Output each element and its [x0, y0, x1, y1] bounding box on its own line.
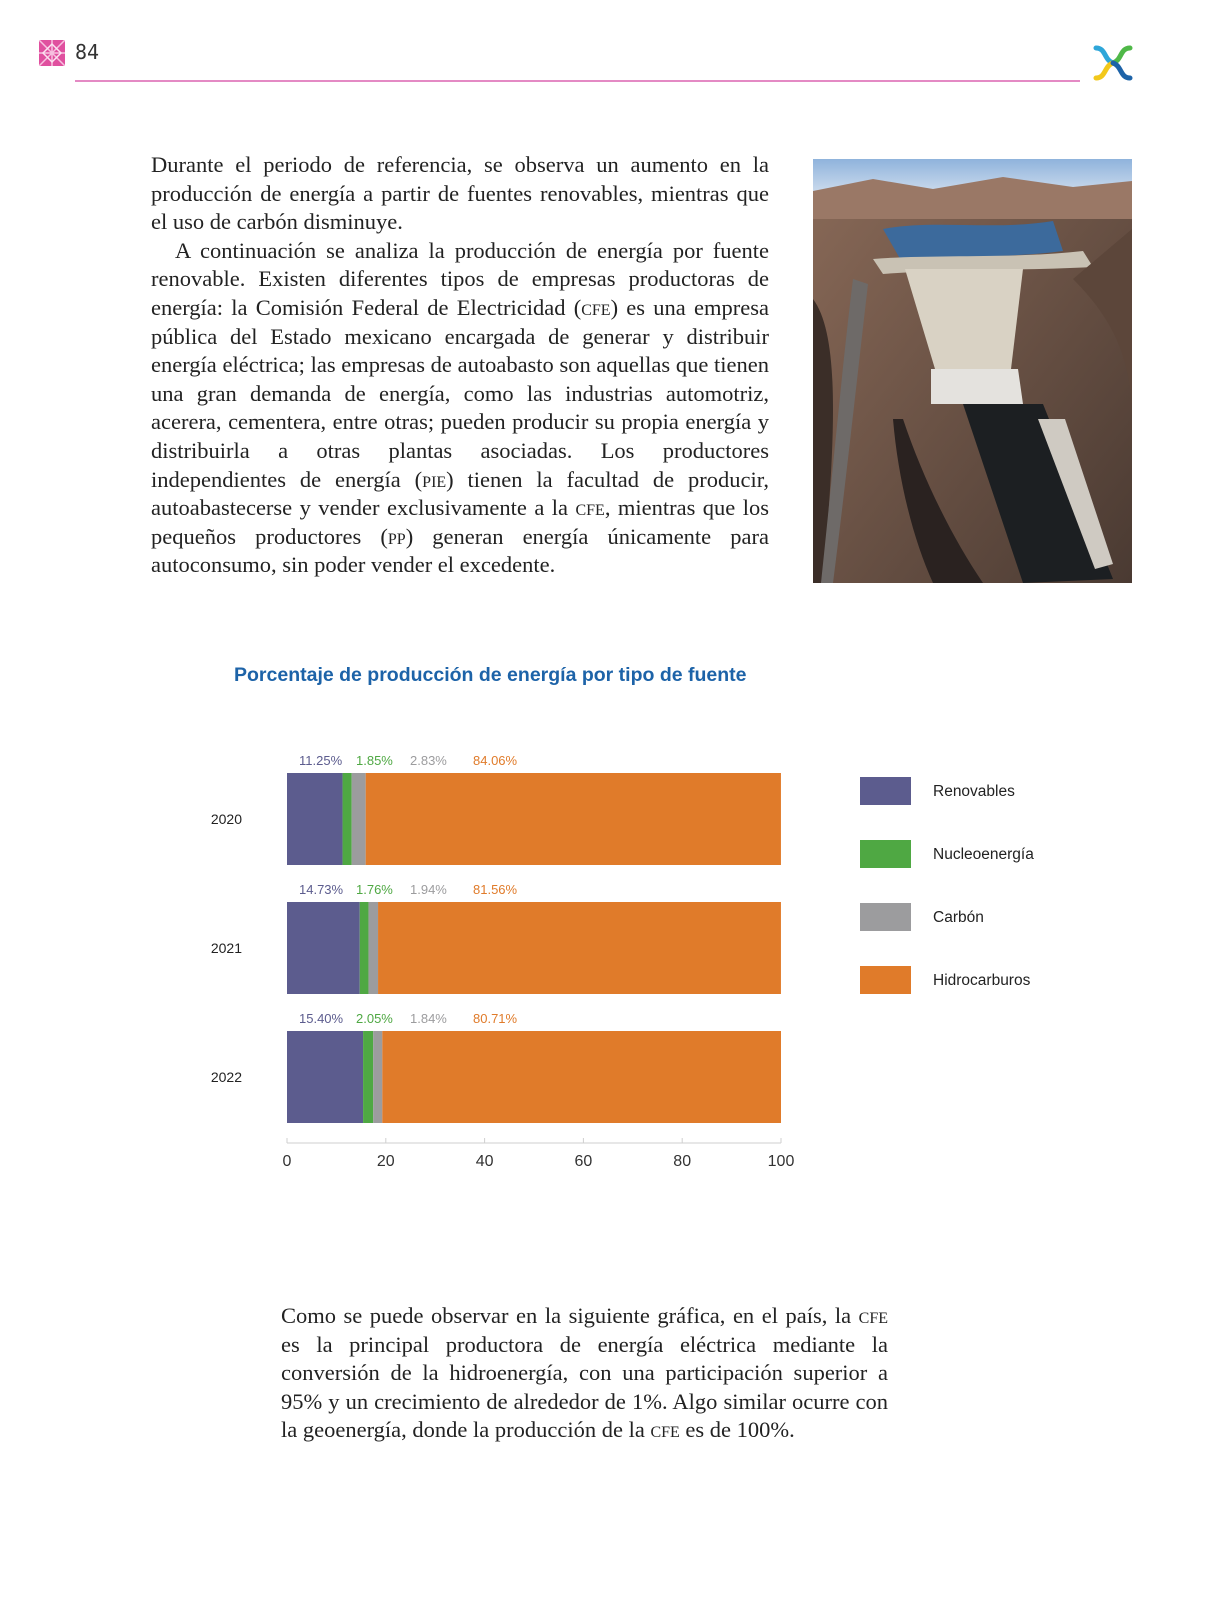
data-label: 1.76% [356, 882, 393, 897]
abbr-cfe: cfe [575, 495, 605, 521]
x-tick-label: 100 [767, 1153, 795, 1170]
legend-swatch [860, 903, 911, 931]
body-text [151, 151, 769, 580]
bar-segment-renovables [287, 902, 360, 994]
legend-label: Hidrocarburos [933, 972, 1031, 989]
series-logo-icon [1090, 40, 1136, 86]
abbr-cfe: cfe [858, 1303, 888, 1328]
data-label: 81.56% [473, 882, 518, 897]
bar-segment-nucleoenergía [360, 902, 369, 994]
category-label: 2021 [210, 940, 242, 956]
x-tick-label: 0 [282, 1153, 292, 1170]
paragraph-1: Durante el periodo de referencia, se observa un aumento en la producción de energía a partir de fuentes renovables, mientras que el uso de carbón disminuye. [151, 152, 769, 235]
chart-title: Porcentaje de producción de energía por tipo de fuente [234, 664, 747, 686]
legend-label: Carbón [933, 909, 984, 926]
data-label: 80.71% [473, 1011, 518, 1026]
data-label: 15.40% [299, 1011, 344, 1026]
abbr-cfe: cfe [581, 294, 611, 320]
header-pattern-icon [39, 40, 65, 66]
abbr-pp: pp [387, 523, 406, 549]
x-tick-label: 60 [574, 1153, 593, 1170]
bar-segment-carbón [352, 773, 366, 865]
data-label: 2.83% [410, 755, 447, 768]
data-label: 2.05% [356, 1011, 393, 1026]
legend-label: Renovables [933, 783, 1015, 800]
paragraph-2: A continuación se analiza la producción de energía por fuente renovable. Existen diferentes tipos de empresas productoras de energía: la Comisión Federal de Electricidad (cfe) es una empresa pública del Estado mexicano encargada de generar y distribuir energía eléctrica; las empresas de autoabasto son aquellas que tienen una gran demanda de energía, como las industrias automotriz, acerera, cementera, entre otras; pueden producir su propia energía y distribuirla a otras plantas asociadas. Los productores independientes de energía (pie) tienen la facultad de producir, autoabastecerse y vender exclusivamente a la cfe, mientras que los pequeños productores (pp) generan energía únicamente para autoconsumo, sin poder vender el excedente. [151, 237, 770, 578]
bar-segment-hidrocarburos [378, 902, 781, 994]
category-label: 2022 [210, 1069, 242, 1085]
bar-segment-nucleoenergía [343, 773, 352, 865]
data-label: 11.25% [299, 755, 343, 768]
closing-paragraph: Como se puede observar en la siguiente gráfica, en el país, la cfe es la principal productora de energía eléctrica mediante la conversión de la hidroenergía, con una participación superior a 95% y un crecimiento de alrededor de 1%. Algo similar ocurre con la geoenergía, donde la producción de la cfe es de 100%. [281, 1303, 888, 1443]
x-tick-label: 80 [673, 1153, 692, 1170]
abbr-cfe: cfe [650, 1417, 680, 1443]
bar-segment-renovables [287, 773, 343, 865]
page-number: 84 [75, 40, 100, 64]
category-label: 2020 [210, 811, 242, 827]
data-label: 84.06% [473, 755, 518, 768]
legend-label: Nucleoenergía [933, 846, 1034, 863]
x-tick-label: 40 [475, 1153, 494, 1170]
abbr-pie: pie [422, 466, 447, 492]
dam-photo [813, 159, 1132, 583]
bar-segment-carbón [373, 1031, 382, 1123]
header-divider [75, 80, 1080, 82]
legend-swatch [860, 966, 911, 994]
bar-segment-nucleoenergía [363, 1031, 373, 1123]
x-tick-label: 20 [376, 1153, 395, 1170]
closing-text [281, 1302, 888, 1445]
legend-swatch [860, 840, 911, 868]
bar-segment-carbón [368, 902, 378, 994]
data-label: 1.94% [410, 882, 447, 897]
bar-segment-hidrocarburos [366, 773, 781, 865]
stacked-bar-chart [190, 755, 1090, 1205]
bar-segment-hidrocarburos [382, 1031, 781, 1123]
data-label: 1.85% [356, 755, 393, 768]
data-label: 1.84% [410, 1011, 447, 1026]
data-label: 14.73% [299, 882, 344, 897]
legend-swatch [860, 777, 911, 805]
bar-segment-renovables [287, 1031, 363, 1123]
